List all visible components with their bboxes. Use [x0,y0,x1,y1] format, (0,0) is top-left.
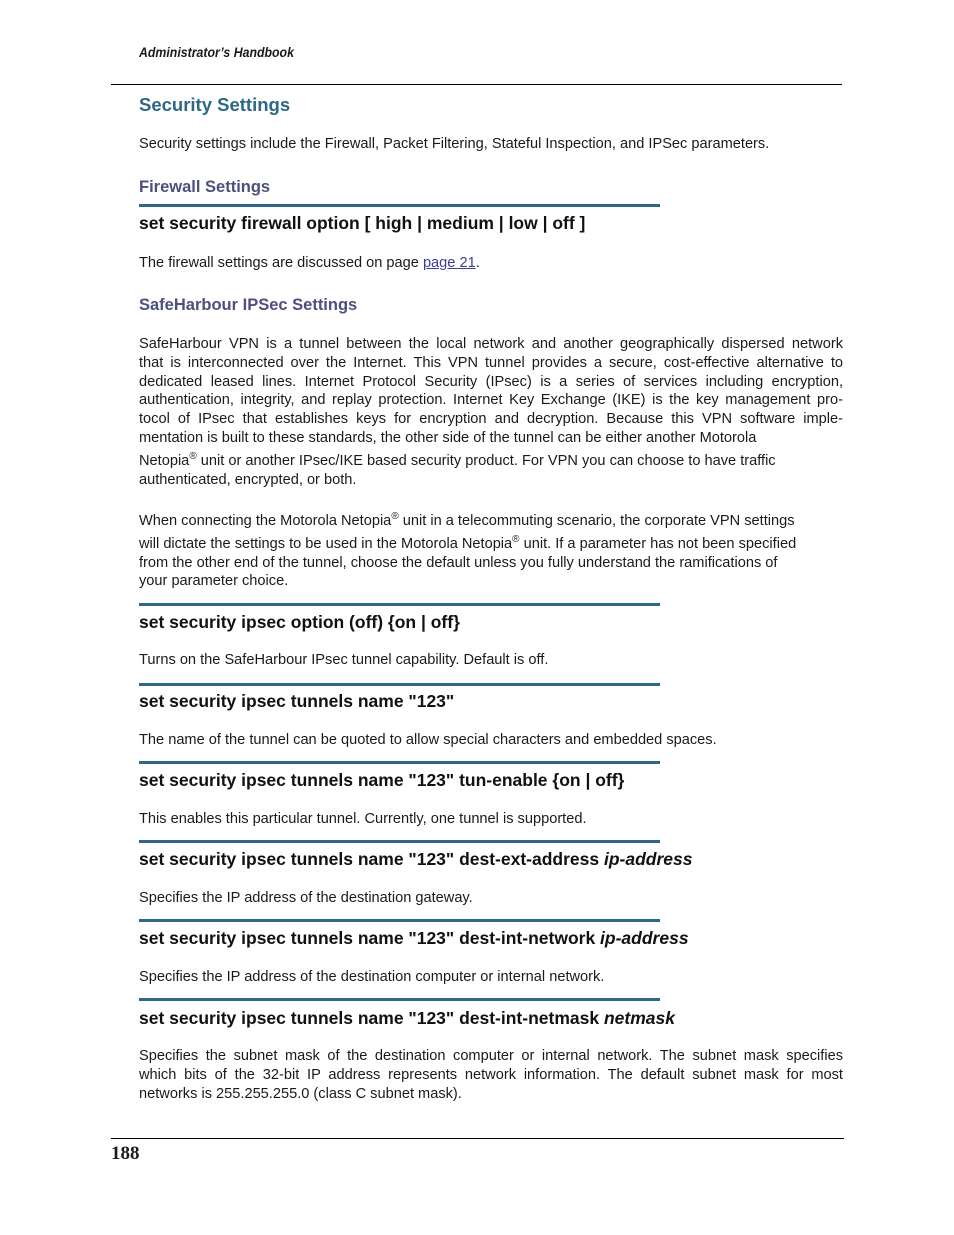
page-21-link[interactable]: page 21 [422,255,476,271]
registered-mark: ® [391,511,399,522]
tunnel-name-command: set security ipsec tunnels name "123" [139,691,455,711]
paragraph-line: that is interconnected over the Internet. This VPN tunnel provides a secure, cost-effective alternative to [139,354,843,371]
command-rule [139,761,660,764]
tun-enable-command: set security ipsec tunnels name "123" tun-enable {on | off} [139,770,625,790]
paragraph-line: which bits of the 32-bit IP address represents network information. The default subnet mask for most [139,1066,843,1083]
dest-ext-address-command: set security ipsec tunnels name "123" dest-ext-address ip-address [139,849,693,869]
argument-placeholder: ip-address [603,849,693,869]
ipsec-option-command: set security ipsec option (off) {on | off} [139,612,460,632]
registered-mark: ® [512,533,520,545]
running-header: Administrator’s Handbook [139,44,294,60]
paragraph-line: authentication, integrity, and replay protection. Internet Key Exchange (IKE) is the key management pro- [139,392,843,409]
argument-placeholder: netmask [603,1008,675,1028]
command-rule [139,840,660,843]
command-rule [139,919,660,922]
paragraph-line: from the other end of the tunnel, choose the default unless you fully understand the ramifications of [139,554,778,571]
command-description: This enables this particular tunnel. Currently, one tunnel is supported. [139,811,587,827]
registered-mark: ® [189,450,197,462]
command-description [139,1047,843,1103]
paragraph-line: Netopia® unit or another IPsec/IKE based security product. For VPN you can choose to have traffic [139,450,776,469]
command-description: Specifies the IP address of the destination computer or internal network. [139,969,605,985]
paragraph-line: networks is 255.255.255.0 (class C subnet mask). [139,1085,462,1102]
paragraph-line: SafeHarbour VPN is a tunnel between the local network and another geographically dispersed network [139,336,843,352]
firewall-description: The firewall settings are discussed on page page 21. [139,255,480,271]
dest-int-netmask-command: set security ipsec tunnels name "123" dest-int-netmask netmask [139,1008,675,1028]
paragraph-line: your parameter choice. [139,573,289,590]
command-description: The name of the tunnel can be quoted to allow special characters and embedded spaces. [139,732,717,748]
footer-rule [111,1138,844,1139]
header-rule [111,84,842,85]
paragraph-line: mentation is built to these standards, the other side of the tunnel can be either another Motorola [139,429,757,446]
ipsec-paragraph-2 [139,512,843,591]
section-intro: Security settings include the Firewall, Packet Filtering, Stateful Inspection, and IPSec parameters. [139,136,770,152]
section-title: Security Settings [139,94,291,115]
dest-int-network-command: set security ipsec tunnels name "123" dest-int-network ip-address [139,928,689,948]
command-rule [139,683,660,686]
paragraph-line: Specifies the subnet mask of the destination computer or internal network. The subnet mask specifies [139,1048,843,1064]
paragraph-line: dedicated leased lines. Internet Protocol Security (IPsec) is a series of services including encryption, [139,373,843,390]
ipsec-paragraph-1 [139,335,843,489]
argument-placeholder: ip-address [600,928,689,948]
command-description: Specifies the IP address of the destination gateway. [139,890,473,906]
paragraph-line: When connecting the Motorola Netopia® unit in a telecommuting scenario, the corporate VPN settings [139,511,795,529]
page-number: 188 [111,1143,140,1164]
firewall-subtitle: Firewall Settings [139,178,271,196]
paragraph-line: tocol of IPsec that establishes keys for encryption and decryption. Because this VPN software imple- [139,411,843,428]
command-description: Turns on the SafeHarbour IPsec tunnel capability. Default is off. [139,652,549,668]
command-rule [139,603,660,606]
paragraph-line: will dictate the settings to be used in the Motorola Netopia® unit. If a parameter has not been specified [139,533,797,552]
command-rule [139,204,660,207]
paragraph-line: authenticated, encrypted, or both. [139,471,357,488]
firewall-command: set security firewall option [ high | medium | low | off ] [139,213,586,233]
ipsec-subtitle: SafeHarbour IPSec Settings [139,296,358,314]
command-rule [139,998,660,1001]
